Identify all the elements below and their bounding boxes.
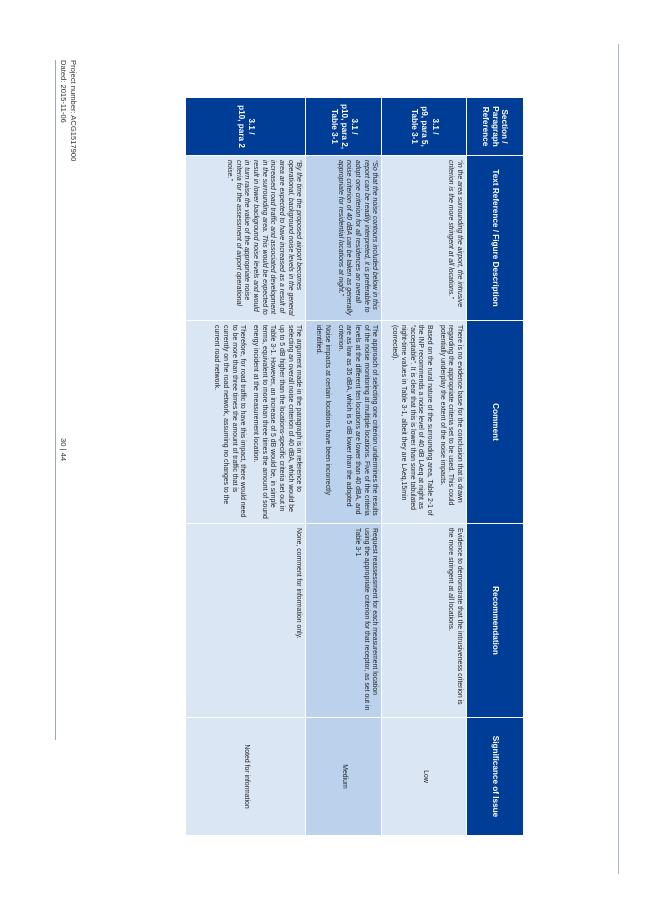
row-text-reference: “in the area surrounding the airport, the intrusive criterion is the more stringent at all locations.”: [383, 156, 467, 320]
footer-rule: [55, 60, 56, 740]
row-text-reference: “By the time the proposed airport becomes operational, background noise levels in the general area are expected to have increased as a result of increased road traffic and associated development in the surrounding area. This would be expected to result in lower background noise levels and would in turn raise the value of the appropriate noise criteria for the assessment of airport operational noise.”: [186, 156, 306, 320]
ref-line: 3.1 /: [430, 118, 440, 135]
header-recommendation: Recommendation: [467, 524, 523, 717]
header-significance: Significance of Issue: [467, 718, 523, 835]
row-comment: [186, 321, 306, 523]
page-footer: [48, 60, 82, 880]
comment-paragraph: There is no evidence base for the conclusion that is drawn regarding the appropriate criteria set to be used. This could potentially underplay the extent of the noise impacts.: [438, 325, 463, 506]
row-comment: [383, 321, 467, 523]
table-row: [186, 98, 306, 835]
table-row: [307, 98, 382, 835]
ref-line: Table 3-1: [410, 109, 420, 144]
header-comment: Comment: [467, 321, 523, 523]
table-row: [383, 98, 467, 835]
row-comment: [307, 321, 382, 523]
row-reference: [383, 98, 467, 155]
ref-line: 3.1 /: [350, 118, 360, 135]
ref-line: 3.1 /: [247, 118, 257, 135]
comment-paragraph: Noise impacts at certain locations have been incorrectly identified.: [315, 325, 332, 496]
rotated-page-content: [185, 97, 524, 830]
page-number: 30 | 44: [59, 438, 68, 462]
row-recommendation: Evidence to demonstrate that the intrusiveness criterion is the more stringent at all locations.: [383, 524, 467, 717]
ref-line: p10, para 2,: [340, 103, 350, 150]
table-header-row: [467, 98, 523, 835]
project-number: Project number: ACG1517900: [69, 60, 78, 162]
row-significance: Low: [383, 718, 467, 835]
row-reference: [186, 98, 306, 155]
row-recommendation: Request reassessment for each measurement location using the appropriate criterion for that receptor, as set out in Table 3-1: [307, 524, 382, 717]
ref-line: p10, para 2: [236, 105, 246, 148]
row-text-reference: “So that the noise contours included below in this report can be readily interpreted, it is preferable to adopt one criterion for all residences an overall noise criterion of 40 dBA can be taken as generally appropriate for residential locations at night.”: [307, 156, 382, 320]
document-date: Dated: 2015-11-06: [59, 60, 68, 123]
ref-line: p9, para 5,: [420, 106, 430, 147]
row-recommendation: None, comment for information only.: [186, 524, 306, 717]
header-reference: Section / Paragraph Reference: [467, 98, 523, 155]
header-text-reference: Text Reference / Figure Description: [467, 156, 523, 320]
comment-paragraph: Therefore, for road traffic to have this impact, there would need to be more than three times the amount of traffic that is currently on the road network, assuming no changes to the current road network.: [213, 325, 247, 518]
row-reference: [307, 98, 382, 155]
comment-paragraph: Based on the rural nature of the surrounding area, Table 2-1 of the INP recommends a noise level of 40 dB LAeq at night as “acceptable”. It is clear that this is lower than some tabulated night-time values in Table 3-1, albeit they are LAeq,15min (corrected).: [391, 325, 433, 516]
ref-line: Table 3-1: [329, 109, 339, 144]
row-significance: Noted for information: [186, 718, 306, 835]
comment-paragraph: The argument made in the paragraph is in reference to selecting an overall noise criterion of 40 dBA, which would be up to 5 dB higher than the locations-specific criteria set out in Table 3-1. However, an increase of 5 dB would be, in simple terms, equivalent to more than three times the amount of sound energy incident at the measurement location.: [252, 325, 303, 519]
header-rule: [618, 44, 619, 874]
comment-paragraph: The approach of selecting one criterion undermines the results of the noise monitoring at multiple locations. Five of the criteria levels at the different ten locations are lower than 40 dBA, and are as low as 35 dBA, which is 5 dB lower than the adopted criterion.: [336, 325, 379, 516]
review-comments-table: [185, 97, 524, 836]
row-significance: Medium: [307, 718, 382, 835]
